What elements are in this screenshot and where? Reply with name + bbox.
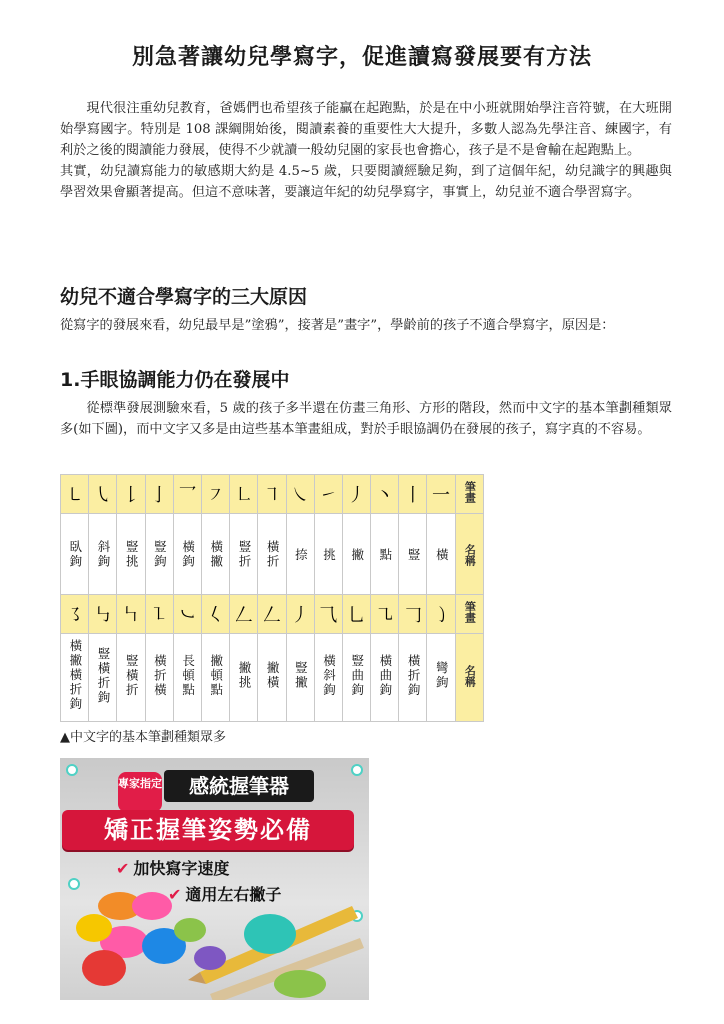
stroke-glyph: 乛: [173, 475, 201, 514]
stroke-glyph: ㇞: [117, 595, 145, 634]
stroke-name: 撇挑: [230, 634, 258, 722]
stroke-header-cell: 筆畫: [455, 595, 483, 634]
reasons-paragraph: 從寫字的發展來看，幼兒最早是”塗鴉”，接著是”畫字”，學齡前的孩子不適合學寫字，原因是：: [60, 318, 615, 333]
stroke-name: 橫折鉤: [399, 634, 427, 722]
stroke-glyph-row: [61, 475, 484, 514]
strokes-table-2: [60, 594, 484, 722]
stroke-glyph: ㇇: [201, 475, 229, 514]
stroke-name: 撇: [342, 514, 370, 600]
check-icon: ✔: [116, 859, 130, 878]
section-heading-reasons: 幼兒不適合學寫字的三大原因: [60, 286, 308, 308]
stroke-name: 點: [371, 514, 399, 600]
stroke-glyph: ㇕: [258, 475, 286, 514]
stroke-glyph: ㇂: [89, 475, 117, 514]
stroke-name: 撇頓點: [201, 634, 229, 722]
check-icon: ✔: [168, 885, 182, 904]
stroke-name: 橫撇: [201, 514, 229, 600]
intro-block: [60, 98, 672, 203]
stroke-glyph: 丿: [286, 595, 314, 634]
stroke-glyph: 𠃋: [230, 595, 258, 634]
name-header-cell: 名稱: [455, 514, 483, 600]
hand-eye-paragraph: 從標準發展測驗來看，5 歲的孩子多半還在仿畫三角形、方形的階段，然而中文字的基本筆劃種類眾多(如下圖)，而中文字又多是由這些基本筆畫組成，對於手眼協調仍在發展的孩子，寫字真的不容易。: [60, 401, 672, 437]
stroke-name-row: [61, 514, 484, 600]
stroke-name: 斜鉤: [89, 514, 117, 600]
stroke-glyph-row: [61, 595, 484, 634]
stroke-name: 豎撇: [286, 634, 314, 722]
stroke-name: 豎挑: [117, 514, 145, 600]
stroke-glyph: ㇌: [61, 595, 89, 634]
stroke-glyph: ㇏: [286, 475, 314, 514]
page-title: 別急著讓幼兒學寫字，促進讀寫發展要有方法: [131, 45, 592, 70]
stroke-glyph: ⺄: [314, 595, 342, 634]
stroke-name: 挑: [314, 514, 342, 600]
stroke-name: 橫折橫: [145, 634, 173, 722]
stroke-name: 長頓點: [173, 634, 201, 722]
stroke-name: 橫: [427, 514, 455, 600]
stroke-name: 豎鉤: [145, 514, 173, 600]
stroke-glyph: ㇅: [145, 595, 173, 634]
stroke-name: 橫鉤: [173, 514, 201, 600]
stroke-glyph: ㇈: [371, 595, 399, 634]
section-reasons-text: [60, 315, 672, 336]
section-hand-eye-text: [60, 398, 672, 440]
stroke-glyph: ㇃: [173, 595, 201, 634]
stroke-glyph: 𠃋: [258, 595, 286, 634]
stroke-name: 豎折: [230, 514, 258, 600]
stroke-glyph: ㇄: [61, 475, 89, 514]
stroke-glyph: 𡿨: [201, 595, 229, 634]
stroke-glyph: ㇗: [230, 475, 258, 514]
stroke-name: 豎曲鉤: [342, 634, 370, 722]
intro-paragraph-1: 現代很注重幼兒教育，爸媽們也希望孩子能贏在起跑點，於是在中小班就開始學注音符號，在大班開始學寫國字。特別是 108 課綱開始後，閱讀素養的重要性大大提升，多數人認為先學注音、練國字，有利於之後的閱讀能力發展，使得不少就讀一般幼兒園的家長也會擔心，孩子是不是會輸在起跑點上。: [60, 101, 672, 158]
intro-paragraph-2: 其實，幼兒讀寫能力的敏感期大約是 4.5~5 歲，只要閱讀經驗足夠，到了這個年紀，幼兒識字的興趣與學習效果會顯著提高。但這不意味著，要讓這年紀的幼兒學寫字，事實上，幼兒並不適合學習寫字。: [60, 164, 672, 200]
stroke-glyph: 亅: [145, 475, 173, 514]
ad-product-name: 感統握筆器: [164, 770, 314, 802]
stroke-name: 橫斜鉤: [314, 634, 342, 722]
stroke-glyph: 丶: [371, 475, 399, 514]
pen-grip-ad-image[interactable]: [60, 758, 369, 1000]
stroke-name: 撇橫: [258, 634, 286, 722]
stroke-header-cell: 筆畫: [455, 475, 483, 514]
ad-bullet-speed: ✔ 加快寫字速度: [116, 859, 230, 878]
stroke-name: 彎鉤: [427, 634, 455, 722]
name-header-cell: 名稱: [455, 634, 483, 722]
stroke-glyph: 𠃌: [399, 595, 427, 634]
figure-caption: ▲中文字的基本筆劃種類眾多: [60, 730, 226, 745]
pen-grips-illustration: [60, 758, 369, 1000]
ad-expert-badge: 專家指定: [118, 772, 162, 812]
stroke-glyph: 𠄌: [117, 475, 145, 514]
ad-bullet-handed: ✔ 適用左右撇子: [168, 885, 282, 904]
stroke-name: 豎橫折: [117, 634, 145, 722]
stroke-name: 豎橫折鉤: [89, 634, 117, 722]
stroke-glyph: ㇀: [314, 475, 342, 514]
stroke-glyph: 乚: [342, 595, 370, 634]
stroke-name: 橫折: [258, 514, 286, 600]
stroke-glyph: ㇁: [427, 595, 455, 634]
stroke-name-row: [61, 634, 484, 722]
ad-banner-headline: 矯正握筆姿勢必備: [62, 810, 354, 850]
stroke-name: 豎: [399, 514, 427, 600]
stroke-name: 橫曲鉤: [371, 634, 399, 722]
stroke-name: 捺: [286, 514, 314, 600]
stroke-name: 橫撇橫折鉤: [61, 634, 89, 722]
strokes-table-1: [60, 474, 484, 600]
stroke-glyph: 丿: [342, 475, 370, 514]
section-heading-hand-eye: 1.手眼協調能力仍在發展中: [60, 369, 290, 391]
stroke-glyph: 丨: [399, 475, 427, 514]
stroke-glyph: 一: [427, 475, 455, 514]
stroke-glyph: ㇉: [89, 595, 117, 634]
stroke-name: 臥鉤: [61, 514, 89, 600]
